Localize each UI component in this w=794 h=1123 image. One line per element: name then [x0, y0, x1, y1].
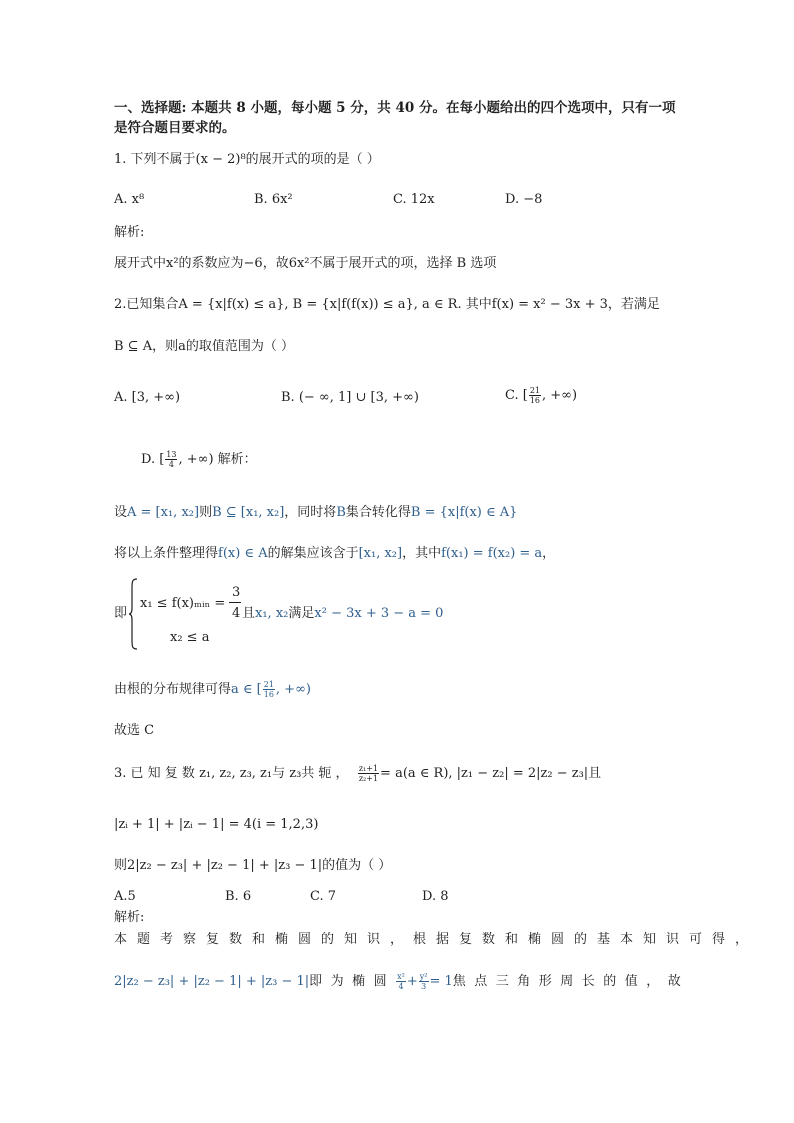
q2-system-row1: [140, 595, 225, 613]
q3-analysis2-plus: +: [406, 974, 418, 989]
q2-stem-line2: B ⊆ A，则a的取值范围为（ ）: [114, 339, 294, 354]
q2-sol2-text-d: ，: [542, 546, 556, 561]
q2-system-prefix: 即: [114, 606, 128, 621]
q2-sol3-fraction: [263, 680, 275, 699]
q2-solution-line2: [114, 545, 555, 563]
q3-stem1-tail: = a(a ∈ R), |z₁ − z₂| = 2|z₂ − z₃|且: [380, 766, 602, 781]
q2-conclusion: 故选 C: [114, 723, 155, 738]
q3-option-c: C. 7: [310, 889, 337, 904]
q2-system-row1-text: x₁ ≤ f(x)ₘᵢₙ =: [140, 596, 226, 611]
q2-sol2-text-c: ，其中: [402, 546, 442, 561]
q2-option-d-numerator: 13: [166, 450, 177, 459]
q2-option-d-suffix: , +∞) 解析：: [178, 452, 257, 467]
q2-system-equation: x² − 3x + 3 − a = 0: [314, 606, 444, 621]
q2-sol3-denominator: 16: [263, 690, 274, 699]
q3-analysis2-math: 2|z₂ − z₃| + |z₂ − 1| + |z₃ − 1|: [114, 974, 310, 989]
q3-analysis-label: 解析:: [114, 910, 145, 925]
q3-stem1-denominator: z₂+1: [358, 774, 379, 783]
q2-option-a: A. [3, +∞): [114, 390, 181, 405]
q3-analysis2-eq: = 1: [429, 974, 453, 989]
section-heading-line2: 是符合题目要求的。: [114, 120, 236, 136]
q2-option-d-fraction: [165, 450, 177, 469]
q2-option-d-denominator: 4: [168, 460, 174, 469]
q3-option-a: A.5: [114, 889, 136, 904]
q2-sol2-text-a: 将以上条件整理得: [114, 546, 219, 561]
q2-sol1-text-a: 设: [114, 505, 128, 520]
q2-option-c-suffix: , +∞): [542, 388, 578, 403]
q3-analysis2-x-num: x²: [397, 972, 405, 981]
q2-sol3-numerator: 21: [263, 680, 274, 689]
q3-analysis2-text-b: 焦点三角形周长的值，故: [452, 974, 690, 989]
q2-stem-line1: 2.已知集合A = {x|f(x) ≤ a}, B = {x|f(f(x)) ≤ a}, a ∈ R. 其中f(x) = x² − 3x + 3，若满足: [114, 297, 660, 312]
q2-sol1-math-c: B: [336, 505, 346, 520]
q2-option-d: [141, 450, 257, 469]
q3-analysis2-y-num: y²: [419, 972, 428, 981]
q2-system-and: 且: [242, 606, 256, 621]
q2-system-fraction-bar: [229, 602, 241, 603]
q3-stem1-text: 3. 已 知 复 数 z₁, z₂, z₃, z₁与 z₃共 轭 ，: [114, 766, 349, 781]
q2-sol1-math-a: A = [x₁, x₂]: [127, 505, 200, 520]
q3-option-d: D. 8: [422, 889, 449, 904]
q2-sol1-text-d: 集合转化得: [345, 505, 411, 520]
q2-option-c-denominator: 16: [529, 396, 541, 405]
q3-stem-line1: [114, 764, 601, 783]
q1-analysis-label: 解析:: [114, 225, 145, 240]
q2-system-fraction-num: 3: [232, 585, 241, 600]
q3-analysis-line2: [114, 972, 689, 991]
q3-stem-line2: |zᵢ + 1| + |zᵢ − 1| = 4(i = 1,2,3): [114, 817, 319, 832]
q2-solution-line1: [114, 504, 517, 522]
q1-option-a: A. x⁸: [114, 192, 145, 207]
q2-system-row2: x₂ ≤ a: [170, 630, 210, 645]
q3-analysis2-fraction-x: [396, 972, 406, 991]
q2-sol1-math-b: B ⊆ [x₁, x₂]: [212, 505, 285, 520]
q2-option-d-prefix: D. [: [141, 452, 165, 467]
q2-system-tail: [242, 605, 443, 623]
q2-sol2-text-b: 的解集应该含于: [267, 546, 359, 561]
q3-stem-line3: 则2|z₂ − z₃| + |z₂ − 1| + |z₃ − 1|的值为（ ）: [114, 858, 392, 873]
q3-stem1-numerator: z₁+1: [358, 764, 379, 773]
q3-analysis2-x-den: 4: [398, 982, 404, 991]
q2-sol3-text: 由根的分布规律可得: [114, 682, 232, 697]
q2-system-satisfy: 满足: [288, 606, 315, 621]
q2-sol1-math-d: B = {x|f(x) ∈ A}: [410, 505, 518, 520]
q2-option-c: [505, 386, 577, 405]
q1-option-b: B. 6x²: [254, 192, 293, 207]
q2-sol1-text-b: 则: [199, 505, 213, 520]
q3-stem1-fraction: [358, 764, 379, 783]
q1-stem: 1. 下列不属于(x − 2)⁸的展开式的项的是（ ）: [114, 152, 380, 167]
q1-option-d: D. −8: [505, 192, 543, 207]
q2-sol2-math-a: f(x) ∈ A: [218, 546, 268, 561]
q2-sol3-math-a: a ∈ [: [231, 682, 262, 697]
left-brace-icon: [128, 578, 138, 650]
q2-sol1-text-c: ，同时将: [284, 505, 337, 520]
q1-analysis-text: 展开式中x²的系数应为−6，故6x²不属于展开式的项，选择 B 选项: [114, 256, 497, 271]
q2-option-c-fraction: [529, 386, 541, 405]
q2-solution-line3: [114, 680, 311, 699]
q3-option-b: B. 6: [225, 889, 252, 904]
q3-analysis2-fraction-y: [419, 972, 429, 991]
q2-option-c-prefix: C. [: [505, 388, 528, 403]
q2-sol2-math-b: [x₁, x₂]: [358, 546, 403, 561]
q3-analysis2-y-den: 3: [421, 982, 427, 991]
q3-analysis-line1: 本题考察复数和椭圆的知识，根据复数和椭圆的基本知识可得，: [114, 932, 759, 947]
q3-analysis2-text-a: 即为椭圆: [309, 974, 396, 989]
q2-option-b: B. (− ∞, 1] ∪ [3, +∞): [281, 390, 419, 405]
q2-system-fraction-den: 4: [232, 606, 241, 621]
q2-sol2-math-c: f(x₁) = f(x₂) = a: [441, 546, 543, 561]
section-heading-line1: 一、选择题: 本题共 8 小题，每小题 5 分，共 40 分。在每小题给出的四个选项中，只有一项: [114, 100, 676, 116]
q2-option-c-numerator: 21: [529, 386, 541, 395]
q2-sol3-math-b: , +∞): [275, 682, 311, 697]
q2-system-vars: x₁, x₂: [255, 606, 289, 621]
q1-option-c: C. 12x: [393, 192, 435, 207]
